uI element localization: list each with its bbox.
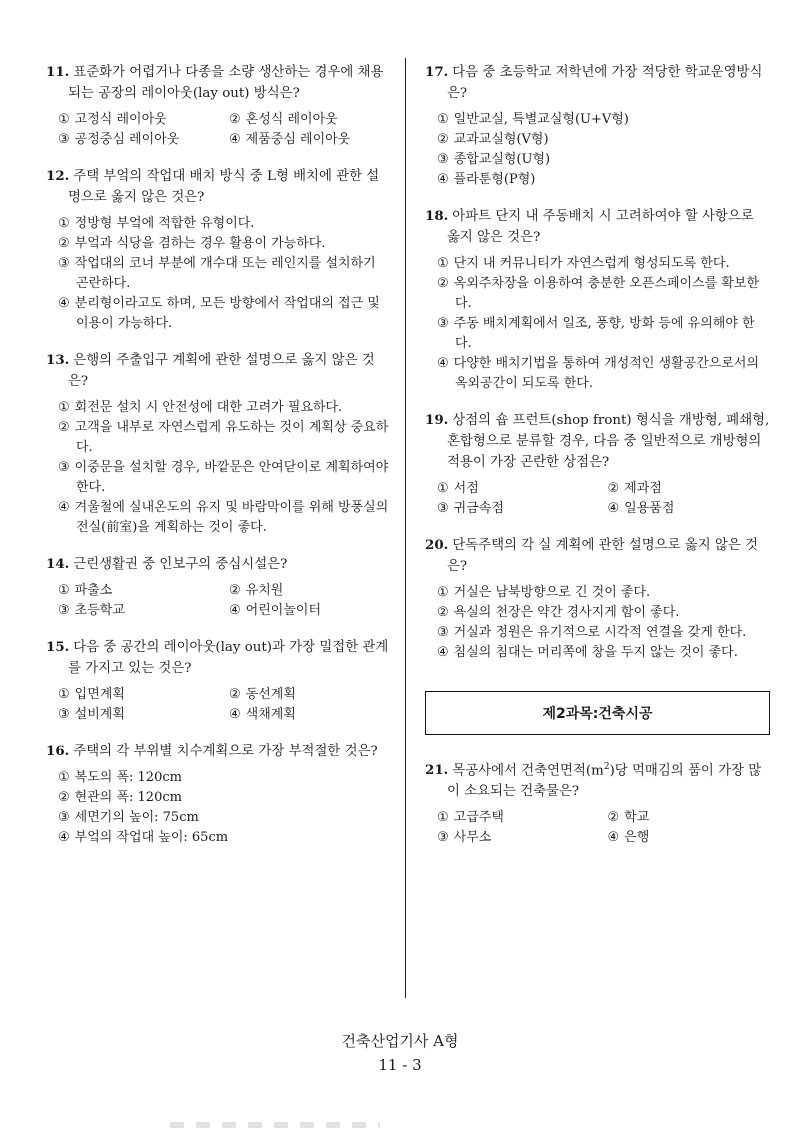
option-mark: ④ <box>607 830 620 846</box>
option-2[interactable] <box>608 479 771 499</box>
question-stem-text: 아파트 단지 내 주동배치 시 고려하여야 할 사항으로 옳지 않은 것은? <box>447 209 754 245</box>
option-mark: ④ <box>437 645 449 660</box>
option-3[interactable] <box>58 130 221 150</box>
option-1[interactable] <box>58 110 221 130</box>
question-stem <box>46 166 392 208</box>
option-text: 현관의 폭: 120cm <box>74 790 182 805</box>
option-text: 일반교실, 특별교실형(U+V형) <box>453 112 629 127</box>
option-text: 제과점 <box>624 481 662 496</box>
option-2[interactable] <box>229 110 392 130</box>
question-18 <box>425 206 770 394</box>
option-text: 은행 <box>624 830 650 846</box>
question-number: 13. <box>46 352 70 368</box>
option-text: 회전문 설치 시 안전성에 대한 고려가 필요하다. <box>74 400 343 415</box>
option-mark: ② <box>229 583 241 598</box>
question-17 <box>425 62 770 190</box>
option-mark: ② <box>58 236 70 251</box>
column-divider <box>405 58 406 998</box>
option-text: 겨울철에 실내온도의 유지 및 바람막이를 위해 방풍실의 전실(前室)을 계획하는 것이 좋다. <box>74 500 389 535</box>
option-3[interactable] <box>437 314 770 354</box>
option-mark: ③ <box>58 256 70 271</box>
option-text: 분리형이라고도 하며, 모든 방향에서 작업대의 접근 및 이용이 가능하다. <box>74 296 380 331</box>
question-stem-text: 다음 중 공간의 레이아웃(lay out)과 가장 밀접한 관계를 가지고 있는 것은? <box>68 640 389 676</box>
option-1[interactable] <box>437 808 600 828</box>
option-text: 교과교실형(V형) <box>453 132 549 147</box>
option-text: 제품중심 레이아웃 <box>245 132 351 147</box>
section-title: 제2과목:건축시공 <box>542 706 653 722</box>
question-stem-text: 단독주택의 각 실 계획에 관한 설명으로 옳지 않은 것은? <box>447 538 758 574</box>
question-number: 17. <box>425 64 449 80</box>
section-header-box <box>425 691 770 735</box>
option-text: 침실의 침대는 머리쪽에 창을 두지 않는 것이 좋다. <box>453 645 738 660</box>
option-text: 정방형 부엌에 적합한 유형이다. <box>74 216 255 231</box>
option-text: 거실은 남북방향으로 긴 것이 좋다. <box>453 585 651 600</box>
option-mark: ③ <box>58 460 70 475</box>
question-number: 16. <box>46 743 70 759</box>
option-text: 이중문을 설치할 경우, 바깥문은 안여닫이로 계획하여야 한다. <box>74 460 389 495</box>
option-1[interactable] <box>58 685 221 705</box>
option-text: 초등학교 <box>74 603 125 618</box>
option-2[interactable] <box>58 418 392 458</box>
question-13 <box>46 350 392 538</box>
question-stem <box>425 757 770 802</box>
option-text: 욕실의 천장은 약간 경사지게 함이 좋다. <box>453 605 680 620</box>
option-4[interactable] <box>229 130 392 150</box>
question-stem-text: 주택 부엌의 작업대 배치 방식 중 L형 배치에 관한 설명으로 옳지 않은 것은? <box>68 169 380 205</box>
question-21 <box>425 757 770 848</box>
option-mark: ③ <box>437 152 449 167</box>
question-stem-text: )당 먹매김의 품이 가장 많이 소요되는 건축물은? <box>447 763 762 800</box>
option-text: 주동 배치계획에서 일조, 풍향, 방화 등에 유의해야 한다. <box>453 316 755 351</box>
question-number: 21. <box>425 762 449 779</box>
option-4[interactable] <box>437 643 770 663</box>
option-mark: ④ <box>437 172 449 187</box>
question-stem <box>425 206 770 248</box>
option-1[interactable] <box>58 398 392 418</box>
option-mark: ② <box>229 112 241 127</box>
question-stem <box>46 554 392 575</box>
option-mark: ① <box>58 112 70 127</box>
options-grid <box>46 110 392 150</box>
question-stem-text: 목공사에서 건축연면적(m <box>452 763 604 779</box>
option-mark: ④ <box>437 356 449 371</box>
question-number: 15. <box>46 639 70 655</box>
option-text: 귀금속점 <box>453 501 504 516</box>
option-3[interactable] <box>58 601 221 621</box>
options-grid <box>425 479 770 519</box>
option-3[interactable] <box>58 458 392 498</box>
options-grid <box>46 685 392 725</box>
option-3[interactable] <box>437 828 600 848</box>
page-number: 11 - 3 <box>378 1056 422 1074</box>
option-2[interactable] <box>58 788 392 808</box>
option-mark: ③ <box>58 603 70 618</box>
option-mark: ② <box>229 687 241 702</box>
option-3[interactable] <box>58 808 392 828</box>
left-column <box>46 62 392 864</box>
option-text: 학교 <box>624 810 650 826</box>
question-number: 12. <box>46 168 70 184</box>
option-mark: ④ <box>58 296 70 311</box>
option-mark: ① <box>437 112 449 127</box>
question-stem <box>46 741 392 762</box>
option-mark: ③ <box>437 625 449 640</box>
option-text: 일용품점 <box>624 501 675 516</box>
question-stem <box>46 350 392 392</box>
option-mark: ② <box>437 605 449 620</box>
option-text: 단지 내 커뮤니티가 자연스럽게 형성되도록 한다. <box>453 256 730 271</box>
options-list <box>46 214 392 334</box>
option-1[interactable] <box>58 768 392 788</box>
option-mark: ④ <box>58 830 70 845</box>
question-stem <box>425 535 770 577</box>
option-mark: ① <box>58 770 70 785</box>
option-2[interactable] <box>437 130 770 150</box>
option-4[interactable] <box>229 705 392 725</box>
question-stem-text: 근린생활권 중 인보구의 중심시설은? <box>73 557 288 572</box>
option-text: 어린이놀이터 <box>245 603 322 618</box>
option-2[interactable] <box>437 274 770 314</box>
option-3[interactable] <box>58 705 221 725</box>
option-text: 고급주택 <box>453 810 504 826</box>
options-list <box>425 583 770 663</box>
options-list <box>425 110 770 190</box>
option-4[interactable] <box>437 354 770 394</box>
option-text: 색채계획 <box>245 707 296 722</box>
option-mark: ② <box>607 481 620 496</box>
option-mark: ③ <box>437 830 449 846</box>
question-stem-text: 은행의 주출입구 계획에 관한 설명으로 옳지 않은 것은? <box>68 353 375 389</box>
question-number: 19. <box>425 412 449 428</box>
option-mark: ① <box>58 400 70 415</box>
option-3[interactable] <box>437 499 600 519</box>
options-list <box>46 398 392 538</box>
option-2[interactable] <box>58 234 392 254</box>
option-mark: ② <box>58 420 70 435</box>
question-number: 18. <box>425 208 449 224</box>
option-mark: ③ <box>58 810 70 825</box>
option-mark: ④ <box>607 501 620 516</box>
option-mark: ④ <box>229 707 241 722</box>
exam-title-footer: 건축산업기사 A형 <box>341 1032 459 1050</box>
option-text: 옥외주차장을 이용하여 충분한 오픈스페이스를 확보한다. <box>453 276 760 311</box>
options-grid <box>425 808 770 848</box>
option-4[interactable] <box>58 294 392 334</box>
question-number: 14. <box>46 556 70 572</box>
option-mark: ① <box>437 585 449 600</box>
option-mark: ② <box>437 276 449 291</box>
question-stem-text: 다음 중 초등학교 저학년에 가장 적당한 학교운영방식은? <box>447 65 763 101</box>
option-mark: ① <box>437 481 449 496</box>
question-stem <box>46 62 392 104</box>
option-text: 부엌의 작업대 높이: 65cm <box>74 830 229 845</box>
option-mark: ① <box>437 810 449 826</box>
option-text: 거실과 정원은 유기적으로 시각적 연결을 갖게 한다. <box>453 625 747 640</box>
question-stem <box>425 62 770 104</box>
question-12 <box>46 166 392 334</box>
option-text: 플라툰형(P형) <box>453 172 536 187</box>
options-list <box>425 254 770 394</box>
option-text: 부엌과 식당을 겸하는 경우 활용이 가능하다. <box>74 236 326 251</box>
option-mark: ③ <box>437 501 449 516</box>
option-text: 파출소 <box>74 583 113 598</box>
option-4[interactable] <box>58 498 392 538</box>
option-text: 설비계획 <box>74 707 125 722</box>
option-1[interactable] <box>437 110 770 130</box>
option-1[interactable] <box>437 583 770 603</box>
option-text: 종합교실형(U형) <box>453 152 551 167</box>
option-text: 세면기의 높이: 75cm <box>74 810 199 825</box>
option-3[interactable] <box>437 150 770 170</box>
question-stem <box>46 637 392 679</box>
option-text: 작업대의 코너 부분에 개수대 또는 레인지를 설치하기 곤란하다. <box>74 256 376 291</box>
bleed-through-marks <box>170 1122 380 1128</box>
question-number: 20. <box>425 537 449 553</box>
option-2[interactable] <box>229 581 392 601</box>
option-mark: ① <box>58 687 70 702</box>
option-mark: ④ <box>229 132 241 147</box>
question-stem-text: 표준화가 어렵거나 다종을 소량 생산하는 경우에 채용되는 공장의 레이아웃(lay out) 방식은? <box>68 65 384 101</box>
option-text: 공정중심 레이아웃 <box>74 132 180 147</box>
option-1[interactable] <box>58 214 392 234</box>
option-text: 사무소 <box>453 830 492 846</box>
question-stem <box>425 410 770 473</box>
question-20 <box>425 535 770 663</box>
option-1[interactable] <box>437 254 770 274</box>
option-text: 고객을 내부로 자연스럽게 유도하는 것이 계획상 중요하다. <box>74 420 389 455</box>
option-text: 다양한 배치기법을 통하여 개성적인 생활공간으로서의 옥외공간이 되도록 한다. <box>453 356 760 391</box>
option-4[interactable] <box>58 828 392 848</box>
option-mark: ④ <box>58 500 70 515</box>
option-1[interactable] <box>58 581 221 601</box>
option-mark: ② <box>437 132 449 147</box>
option-1[interactable] <box>437 479 600 499</box>
option-mark: ② <box>58 790 70 805</box>
right-column <box>425 62 770 864</box>
option-mark: ① <box>58 583 70 598</box>
option-text: 동선계획 <box>245 687 296 702</box>
option-text: 혼성식 레이아웃 <box>245 112 338 127</box>
question-16 <box>46 741 392 848</box>
superscript: 2 <box>603 762 610 772</box>
options-grid <box>46 581 392 621</box>
option-4[interactable] <box>608 828 771 848</box>
question-15 <box>46 637 392 725</box>
option-3[interactable] <box>58 254 392 294</box>
option-mark: ③ <box>58 707 70 722</box>
option-4[interactable] <box>229 601 392 621</box>
option-text: 고정식 레이아웃 <box>74 112 167 127</box>
option-4[interactable] <box>437 170 770 190</box>
option-text: 서점 <box>453 481 479 496</box>
option-mark: ④ <box>229 603 241 618</box>
option-2[interactable] <box>229 685 392 705</box>
option-2[interactable] <box>437 603 770 623</box>
option-mark: ① <box>437 256 449 271</box>
option-4[interactable] <box>608 499 771 519</box>
question-number: 11. <box>46 64 70 80</box>
option-text: 복도의 폭: 120cm <box>74 770 182 785</box>
question-11 <box>46 62 392 150</box>
option-2[interactable] <box>608 808 771 828</box>
question-stem-text: 상점의 숍 프런트(shop front) 형식을 개방형, 폐쇄형, 혼합형으로 분류할 경우, 다음 중 일반적으로 개방형의 적용이 가장 곤란한 상점은? <box>447 413 770 470</box>
option-mark: ② <box>607 810 620 826</box>
option-mark: ③ <box>437 316 449 331</box>
option-3[interactable] <box>437 623 770 643</box>
option-text: 유치원 <box>245 583 284 598</box>
question-14 <box>46 554 392 621</box>
options-list <box>46 768 392 848</box>
option-text: 입면계획 <box>74 687 125 702</box>
option-mark: ① <box>58 216 70 231</box>
question-19 <box>425 410 770 519</box>
question-stem-text: 주택의 각 부위별 치수계획으로 가장 부적절한 것은? <box>73 744 378 759</box>
option-mark: ③ <box>58 132 70 147</box>
